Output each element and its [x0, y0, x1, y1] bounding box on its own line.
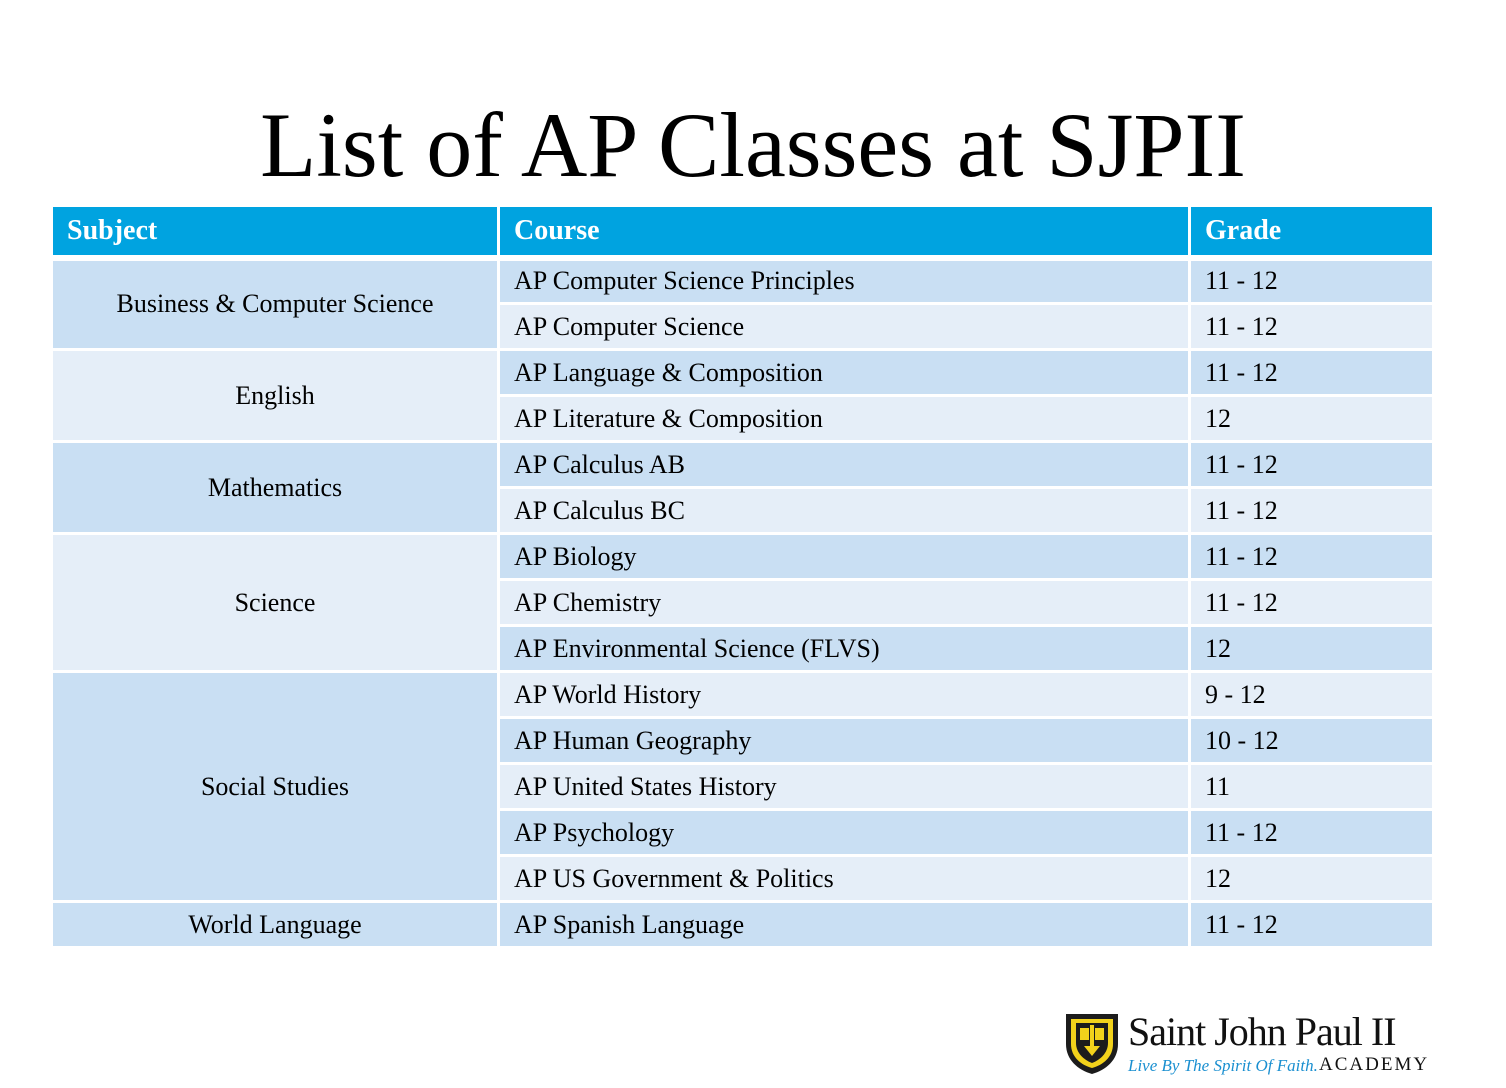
- course-cell: AP Computer Science: [499, 304, 1190, 350]
- subject-cell: English: [52, 350, 499, 442]
- logo-academy: ACADEMY: [1319, 1054, 1430, 1075]
- grade-cell: 11 - 12: [1190, 488, 1434, 534]
- grade-cell: 10 - 12: [1190, 718, 1434, 764]
- header-subject: Subject: [52, 206, 499, 258]
- course-cell: AP Language & Composition: [499, 350, 1190, 396]
- header-course: Course: [499, 206, 1190, 258]
- ap-classes-table: [50, 204, 1435, 949]
- grade-cell: 11 - 12: [1190, 442, 1434, 488]
- table-row: [52, 534, 1434, 580]
- grade-cell: 12: [1190, 626, 1434, 672]
- table-row: [52, 442, 1434, 488]
- grade-cell: 12: [1190, 856, 1434, 902]
- course-cell: AP Environmental Science (FLVS): [499, 626, 1190, 672]
- subject-cell: Mathematics: [52, 442, 499, 534]
- grade-cell: 11 - 12: [1190, 902, 1434, 948]
- course-cell: AP United States History: [499, 764, 1190, 810]
- course-cell: AP Computer Science Principles: [499, 258, 1190, 304]
- course-cell: AP Biology: [499, 534, 1190, 580]
- logo-name: Saint John Paul II: [1128, 1009, 1396, 1054]
- grade-cell: 11 - 12: [1190, 810, 1434, 856]
- grade-cell: 12: [1190, 396, 1434, 442]
- table-row: [52, 350, 1434, 396]
- course-cell: AP Human Geography: [499, 718, 1190, 764]
- shield-crest-icon: [1062, 1010, 1122, 1076]
- grade-cell: 11 - 12: [1190, 258, 1434, 304]
- course-cell: AP Chemistry: [499, 580, 1190, 626]
- table-row: [52, 902, 1434, 948]
- table-row: [52, 258, 1434, 304]
- subject-cell: Social Studies: [52, 672, 499, 902]
- course-cell: AP Calculus BC: [499, 488, 1190, 534]
- subject-cell: Business & Computer Science: [52, 258, 499, 350]
- grade-cell: 11 - 12: [1190, 580, 1434, 626]
- logo-tagline: Live By The Spirit Of Faith.: [1128, 1056, 1318, 1075]
- table-row: [52, 672, 1434, 718]
- course-cell: AP World History: [499, 672, 1190, 718]
- course-cell: AP Literature & Composition: [499, 396, 1190, 442]
- course-cell: AP US Government & Politics: [499, 856, 1190, 902]
- academy-logo: [1062, 1010, 1442, 1082]
- course-cell: AP Spanish Language: [499, 902, 1190, 948]
- grade-cell: 11 - 12: [1190, 534, 1434, 580]
- subject-cell: Science: [52, 534, 499, 672]
- grade-cell: 11 - 12: [1190, 350, 1434, 396]
- course-cell: AP Psychology: [499, 810, 1190, 856]
- header-grade: Grade: [1190, 206, 1434, 258]
- grade-cell: 11: [1190, 764, 1434, 810]
- course-cell: AP Calculus AB: [499, 442, 1190, 488]
- grade-cell: 9 - 12: [1190, 672, 1434, 718]
- grade-cell: 11 - 12: [1190, 304, 1434, 350]
- subject-cell: World Language: [52, 902, 499, 948]
- page-title: List of AP Classes at SJPII: [260, 94, 1246, 196]
- table-header-row: [52, 206, 1434, 258]
